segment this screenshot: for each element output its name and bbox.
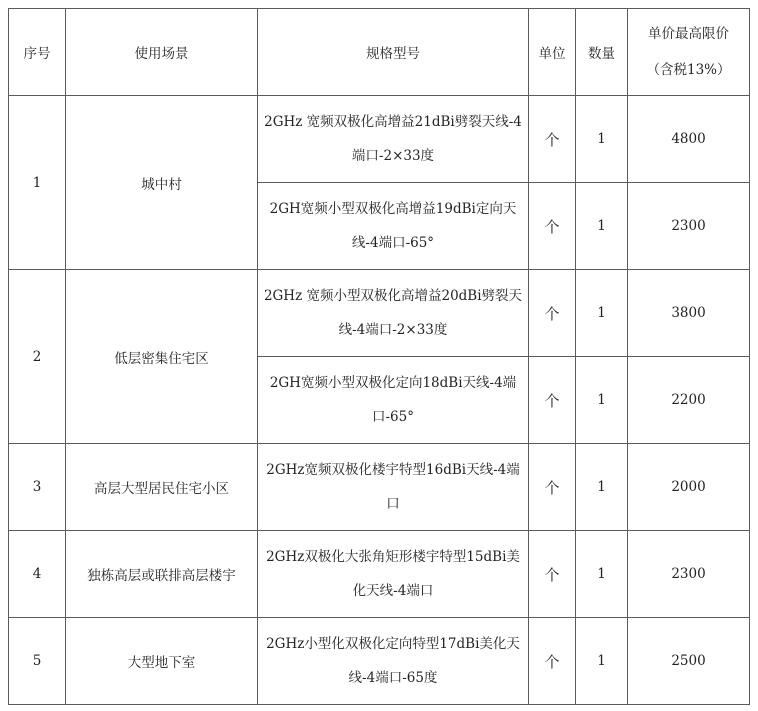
table-row: [9, 270, 750, 357]
unit-cell: 个: [529, 618, 576, 705]
seq-cell: 1: [9, 96, 66, 270]
seq-cell: 3: [9, 444, 66, 531]
qty-cell: 1: [576, 618, 628, 705]
header-price-line2: （含税13%）: [646, 62, 731, 78]
scene-cell: 高层大型居民住宅小区: [66, 444, 258, 531]
price-cell: 2300: [628, 531, 750, 618]
scene-cell: 独栋高层或联排高层楼宇: [66, 531, 258, 618]
spec-cell: 2GH宽频小型双极化定向18dBi天线-4端口-65°: [258, 357, 529, 444]
header-price: [628, 9, 750, 96]
header-spec: 规格型号: [258, 9, 529, 96]
qty-cell: 1: [576, 357, 628, 444]
header-seq: 序号: [9, 9, 66, 96]
header-qty: 数量: [576, 9, 628, 96]
qty-cell: 1: [576, 96, 628, 183]
scene-cell: 城中村: [66, 96, 258, 270]
qty-cell: 1: [576, 183, 628, 270]
unit-cell: 个: [529, 357, 576, 444]
unit-cell: 个: [529, 444, 576, 531]
header-row: [9, 9, 750, 96]
scene-cell: 大型地下室: [66, 618, 258, 705]
price-cell: 2300: [628, 183, 750, 270]
seq-cell: 2: [9, 270, 66, 444]
spec-cell: 2GHz宽频双极化楼宇特型16dBi天线-4端口: [258, 444, 529, 531]
spec-cell: 2GHz双极化大张角矩形楼宇特型15dBi美化天线-4端口: [258, 531, 529, 618]
unit-cell: 个: [529, 183, 576, 270]
table-row: [9, 96, 750, 183]
unit-cell: 个: [529, 531, 576, 618]
price-table: [8, 8, 750, 705]
seq-cell: 5: [9, 618, 66, 705]
price-cell: 3800: [628, 270, 750, 357]
unit-cell: 个: [529, 96, 576, 183]
spec-cell: 2GH宽频小型双极化高增益19dBi定向天线-4端口-65°: [258, 183, 529, 270]
qty-cell: 1: [576, 270, 628, 357]
price-cell: 2000: [628, 444, 750, 531]
spec-cell: 2GHz 宽频双极化高增益21dBi劈裂天线-4端口-2×33度: [258, 96, 529, 183]
spec-cell: 2GHz 宽频小型双极化高增益20dBi劈裂天线-4端口-2×33度: [258, 270, 529, 357]
seq-cell: 4: [9, 531, 66, 618]
table-row: [9, 444, 750, 531]
scene-cell: 低层密集住宅区: [66, 270, 258, 444]
header-unit: 单位: [529, 9, 576, 96]
qty-cell: 1: [576, 531, 628, 618]
header-scene: 使用场景: [66, 9, 258, 96]
price-cell: 2500: [628, 618, 750, 705]
table-row: [9, 531, 750, 618]
price-cell: 2200: [628, 357, 750, 444]
price-cell: 4800: [628, 96, 750, 183]
qty-cell: 1: [576, 444, 628, 531]
header-price-line1: 单价最高限价: [648, 26, 729, 42]
spec-cell: 2GHz小型化双极化定向特型17dBi美化天线-4端口-65度: [258, 618, 529, 705]
table-row: [9, 618, 750, 705]
unit-cell: 个: [529, 270, 576, 357]
